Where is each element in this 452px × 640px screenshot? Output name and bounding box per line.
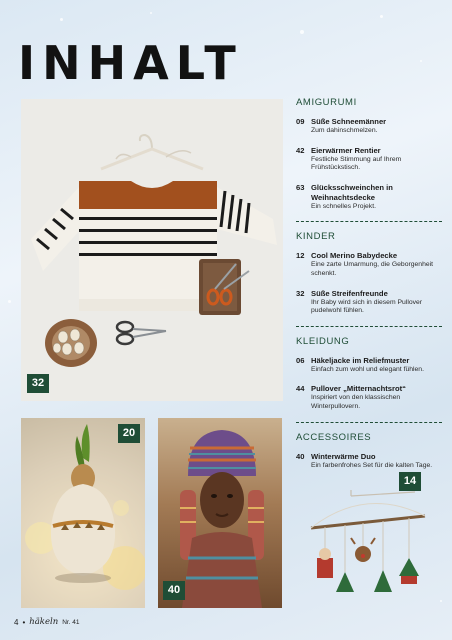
section-divider	[296, 221, 442, 222]
section-heading-amigurumi: AMIGURUMI	[296, 97, 357, 108]
sweater-illustration	[21, 99, 283, 401]
snow-dot	[420, 60, 422, 62]
entry-description: Ihr Baby wird sich in diesem Pullover pudelwohl fühlen.	[311, 298, 423, 315]
issue-number: Nr. 41	[62, 618, 80, 626]
woman-photo	[158, 418, 282, 608]
snow-dot	[150, 12, 152, 14]
entry-page-number: 63	[296, 182, 305, 192]
toc-entry[interactable]	[296, 183, 442, 212]
entry-title: Süße Streifenfreunde	[311, 288, 388, 298]
entry-description: Eine zarte Umarmung, die Geborgenheit schenkt.	[311, 261, 434, 277]
amaryllis-illustration	[21, 418, 145, 608]
footer-bullet: •	[22, 617, 26, 627]
entry-page-number: 32	[296, 288, 305, 298]
woman-illustration	[158, 418, 282, 608]
entry-page-number: 42	[296, 145, 305, 155]
snow-dot	[60, 18, 63, 21]
snow-dot	[8, 300, 11, 303]
page-title: INHALT	[18, 36, 243, 90]
page-badge-20: 20	[118, 424, 140, 443]
page-footer	[14, 617, 80, 627]
toc-entry[interactable]	[296, 146, 442, 173]
section-heading-accessoires: ACCESSOIRES	[296, 431, 372, 443]
entry-title: Cool Merino Babydecke	[311, 251, 398, 261]
page-badge-32: 32	[27, 374, 49, 393]
footer-page-number: 4	[14, 617, 19, 627]
page-badge-14: 14	[399, 472, 421, 491]
toc-entry[interactable]	[296, 117, 442, 136]
toc-entry[interactable]	[296, 356, 442, 375]
toc-entry[interactable]	[296, 251, 442, 278]
toc-entry[interactable]	[296, 289, 442, 316]
entry-page-number: 09	[296, 117, 305, 126]
section-divider	[296, 422, 442, 423]
entry-title: Glücksschweinchen in Weihnachtsdecke	[311, 182, 393, 202]
magazine-logo: häkeln	[29, 617, 59, 627]
toc-entry[interactable]	[296, 384, 442, 411]
entry-title: Süße Schneemänner	[311, 117, 387, 126]
toc-entry[interactable]	[296, 452, 442, 471]
entry-description: Zum dahinschmelzen.	[311, 127, 378, 134]
sweater-photo	[21, 99, 283, 401]
table-of-contents	[296, 97, 442, 480]
section-divider	[296, 326, 442, 327]
ornament-mobile-illustration	[305, 488, 435, 610]
snow-dot	[380, 15, 383, 18]
entry-page-number: 06	[296, 355, 305, 365]
snow-dot	[300, 30, 304, 34]
page-badge-40: 40	[163, 581, 185, 600]
entry-description: Ein farbenfrohes Set für die kalten Tage.	[311, 461, 433, 469]
entry-page-number: 44	[296, 384, 305, 394]
section-heading-kinder: KINDER	[296, 231, 336, 243]
entry-description: Inspiriert von den klassischen Winterpullovern.	[311, 394, 401, 410]
entry-title: Eierwärmer Rentier	[311, 145, 381, 155]
entry-description: Festliche Stimmung auf Ihrem Frühstückstisch.	[311, 155, 402, 172]
amaryllis-photo	[21, 418, 145, 608]
entry-title: Pullover „Mitternachtsrot“	[311, 384, 406, 394]
entry-title: Winterwärme Duo	[311, 451, 376, 461]
section-heading-kleidung: KLEIDUNG	[296, 335, 350, 347]
entry-description: Ein schnelles Projekt.	[311, 202, 376, 210]
entry-page-number: 40	[296, 451, 305, 461]
entry-description: Einfach zum wohl und elegant fühlen.	[311, 365, 424, 373]
entry-page-number: 12	[296, 251, 305, 261]
entry-title: Häkeljacke im Reliefmuster	[311, 355, 410, 365]
snow-dot	[440, 600, 442, 602]
